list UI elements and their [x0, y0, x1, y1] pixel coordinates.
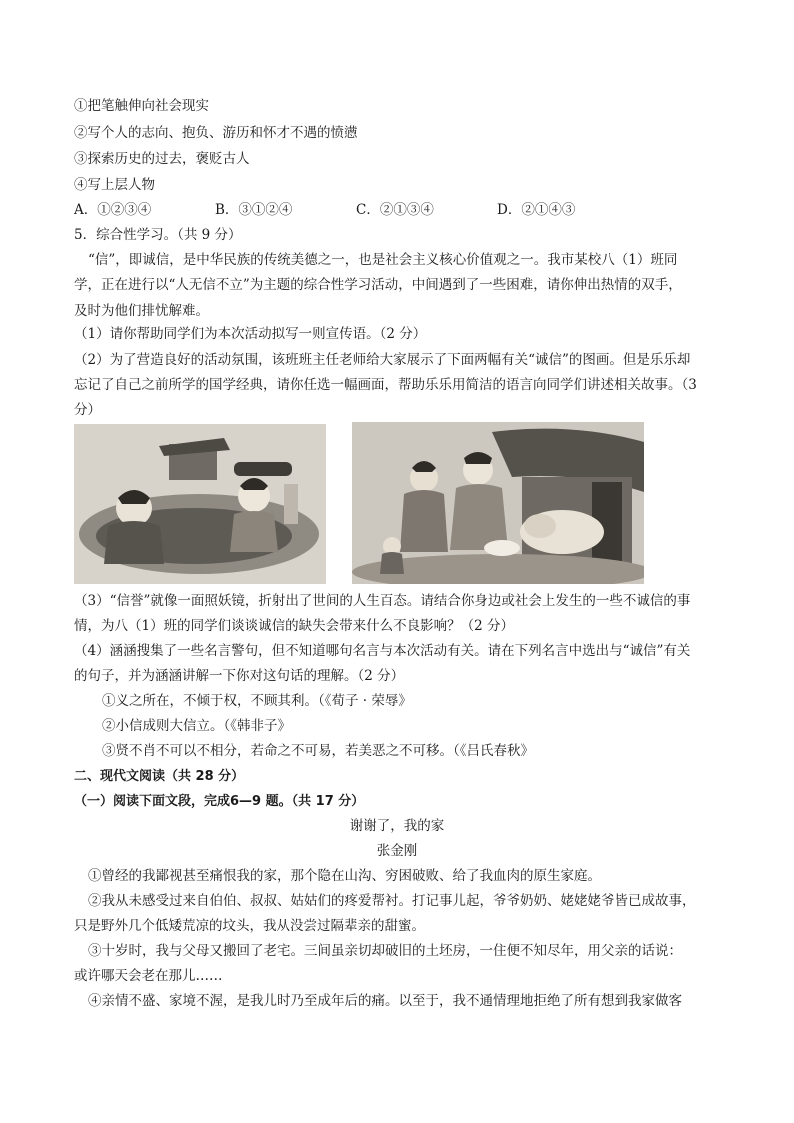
q5-part-4-line-2: 的句子，并为涵涵讲解一下你对这句话的理解。（2 分） — [74, 668, 405, 684]
section-2-heading: 二、现代文阅读（共 28 分） — [74, 769, 245, 784]
q5-part-2-line-3: 分） — [74, 402, 101, 418]
illustration-right-drawing — [352, 422, 644, 584]
article-para-1: ①曾经的我鄙视甚至痛恨我的家，那个隐在山沟、穷困破败、给了我血肉的原生家庭。 — [88, 868, 601, 884]
q5-part-1: （1）请你帮助同学们为本次活动拟写一则宣传语。（2 分） — [74, 326, 427, 342]
q5-intro-line-3: 及时为他们排忧解难。 — [74, 303, 209, 319]
choice-b[interactable]: B．③①②④ — [215, 202, 293, 218]
quote-1: ①义之所在，不倾于权，不顾其利。（《荀子 · 荣辱》 — [102, 693, 412, 709]
choice-c[interactable]: C．②①③④ — [356, 202, 434, 218]
q4-option-1: ①把笔触伸向社会现实 — [74, 98, 209, 114]
article-para-3-line-2: 或许哪天会老在那儿…… — [74, 968, 223, 984]
q4-option-3: ③探索历史的过去，褒贬古人 — [74, 151, 250, 167]
article-para-4-line-1: ④亲情不盛、家境不渥，是我儿时乃至成年后的痛。以至于，我不通情理地拒绝了所有想到我家做客 — [88, 993, 682, 1009]
q5-part-3-line-1: （3）“信誉”就像一面照妖镜，折射出了世间的人生百态。请结合你身边或社会上发生的一些不诚信的事 — [74, 593, 691, 609]
article-para-2-line-2: 只是野外几个低矮荒凉的坟头，我从没尝过隔辈亲的甜蜜。 — [74, 918, 425, 934]
quote-3: ③贤不肖不可以不相分，若命之不可易，若美恶之不可移。（《吕氏春秋》 — [102, 743, 534, 759]
q4-choices — [74, 201, 638, 219]
article-title: 谢谢了，我的家 — [349, 818, 445, 834]
illustration-left — [74, 424, 326, 584]
q5-intro-line-2: 学，正在进行以“人无信不立”为主题的综合性学习活动，中间遇到了一些困难，请你伸出热情的双手， — [74, 277, 682, 293]
q5-intro-line-1: “信”，即诚信，是中华民族的传统美德之一，也是社会主义核心价值观之一。我市某校八（1）班同 — [88, 252, 678, 268]
q5-part-3-line-2: 情，为八（1）班的同学们谈谈诚信的缺失会带来什么不良影响？（2 分） — [74, 618, 514, 634]
article-author: 张金刚 — [376, 843, 418, 859]
quote-2: ②小信成则大信立。（《韩非子》 — [102, 718, 291, 734]
article-para-3-line-1: ③十岁时，我与父母又搬回了老宅。三间虽亲切却破旧的土坯房，一住便不知尽年，用父亲的话说： — [88, 943, 682, 959]
q5-title: 5．综合性学习。（共 9 分） — [74, 227, 242, 243]
illustration-left-drawing — [74, 424, 326, 584]
q5-part-4-line-1: （4）涵涵搜集了一些名言警句，但不知道哪句名言与本次活动有关。请在下列名言中选出与“诚信”有关 — [74, 643, 691, 659]
q4-option-2: ②写个人的志向、抱负、游历和怀才不遇的愤懑 — [74, 125, 358, 141]
choice-a[interactable]: A．①②③④ — [74, 202, 152, 218]
q5-part-2-line-2: 忘记了自己之前所学的国学经典，请你任选一幅画面，帮助乐乐用简洁的语言向同学们讲述相关故事。（3 — [74, 377, 697, 393]
section-2-subheading: （一）阅读下面文段，完成6—9 题。（共 17 分） — [74, 794, 365, 809]
q5-part-2-line-1: （2）为了营造良好的活动氛围，该班班主任老师给大家展示了下面两幅有关“诚信”的图画。但是乐乐却 — [74, 352, 691, 368]
q4-option-4: ④写上层人物 — [74, 177, 155, 193]
article-para-2-line-1: ②我从未感受过来自伯伯、叔叔、姑姑们的疼爱帮衬。打记事儿起，爷爷奶奶、姥姥姥爷皆已成故事， — [88, 893, 696, 909]
choice-d[interactable]: D．②①④③ — [497, 202, 576, 218]
illustration-right — [352, 422, 644, 584]
